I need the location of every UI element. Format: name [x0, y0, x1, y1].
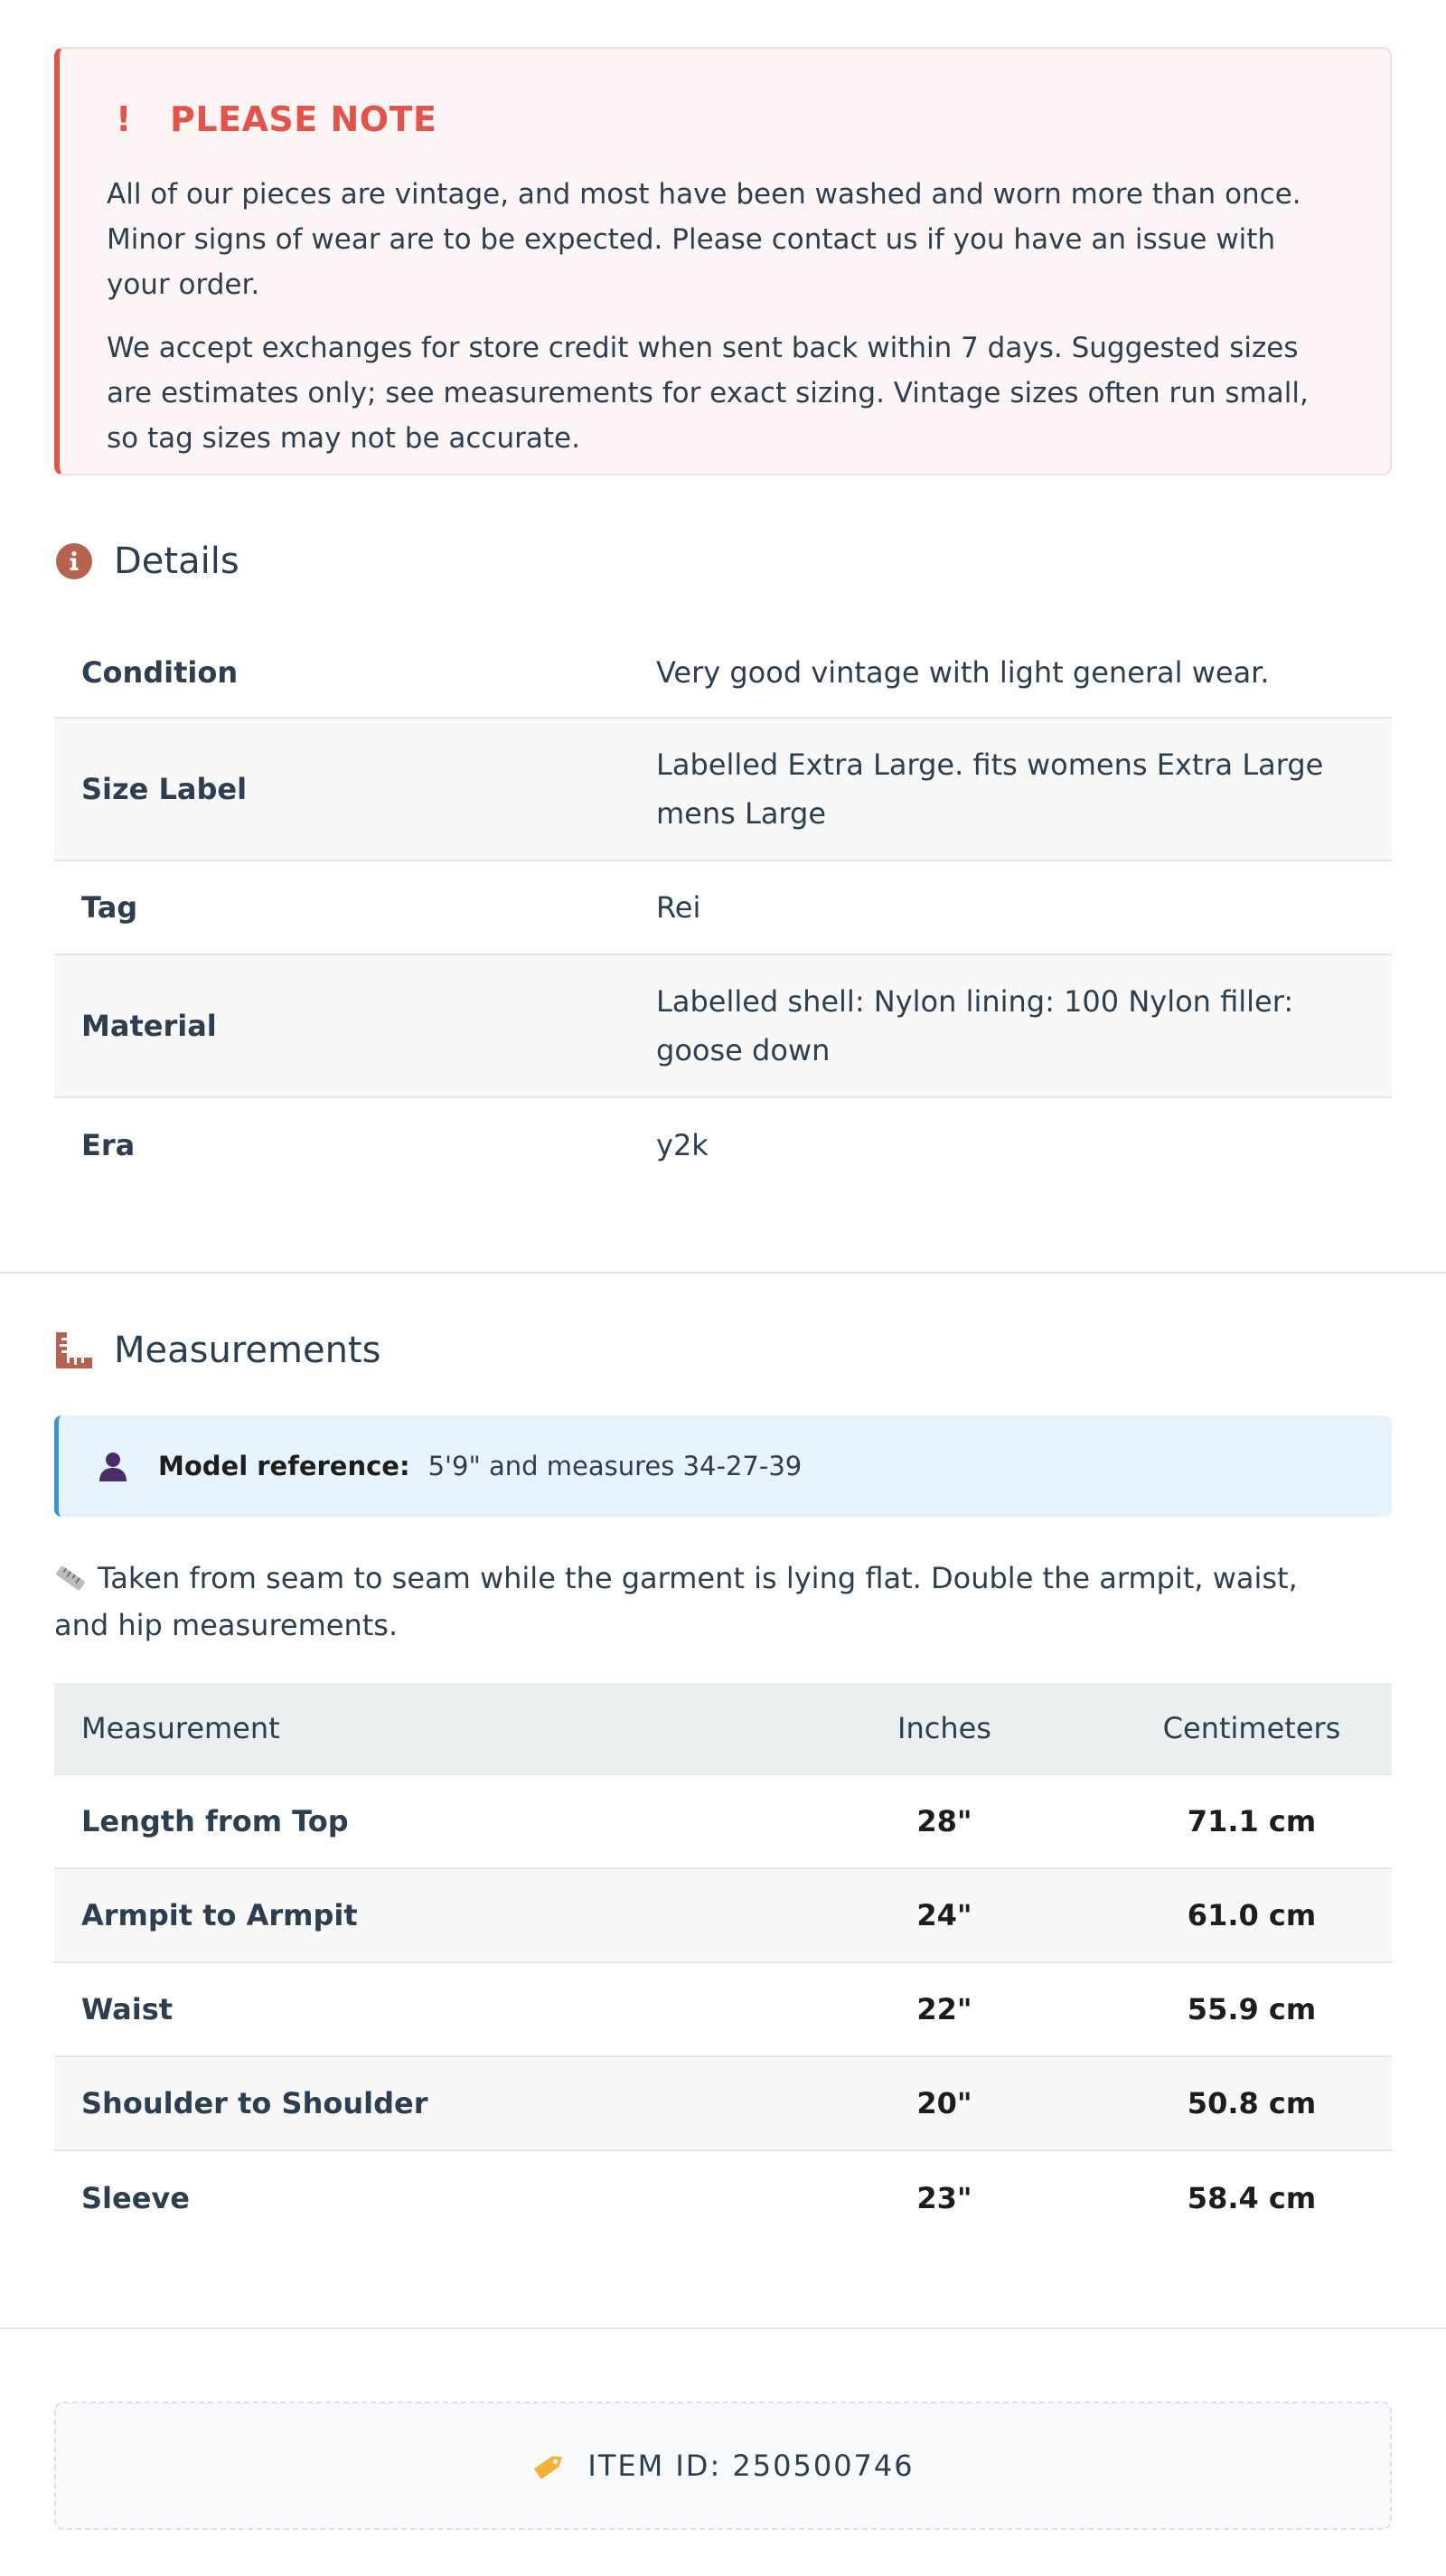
measurement-name: Shoulder to Shoulder	[81, 2086, 428, 2120]
details-label: Condition	[81, 655, 239, 690]
column-header-measurement: Measurement	[81, 1711, 280, 1745]
measurement-note	[54, 1555, 1356, 1649]
column-header-centimeters: Centimeters	[1162, 1711, 1341, 1745]
details-title: Details	[114, 541, 239, 582]
section-divider	[0, 1272, 1446, 1274]
measurement-name: Armpit to Armpit	[81, 1898, 358, 1932]
please-note-paragraph-2: We accept exchanges for store credit when sent back within 7 days. Suggested sizes are estimates only; see measurements for exact sizing. Vintage sizes often run small, so tag sizes may not be accurate.	[107, 332, 1309, 455]
measurement-name: Waist	[81, 1992, 174, 2026]
measurement-cm: 61.0 cm	[1187, 1898, 1317, 1932]
details-value: Labelled shell: Nylon lining: 100 Nylon filler: goose down	[656, 984, 1294, 1067]
details-label: Era	[81, 1128, 136, 1162]
table-row	[54, 2151, 1392, 2245]
column-header-inches: Inches	[897, 1711, 991, 1745]
section-divider	[0, 2327, 1446, 2329]
table-row	[54, 2057, 1392, 2151]
table-row	[54, 1869, 1392, 1963]
details-value: y2k	[656, 1128, 709, 1162]
measurement-cm: 55.9 cm	[1187, 1992, 1317, 2026]
table-row	[54, 1775, 1392, 1869]
details-row	[54, 955, 1392, 1098]
measurement-inches: 23"	[916, 2181, 972, 2215]
user-icon	[97, 1450, 129, 1482]
please-note-header	[107, 99, 1345, 139]
measurement-cm: 71.1 cm	[1187, 1804, 1317, 1838]
measurement-inches: 28"	[916, 1804, 972, 1838]
details-row	[54, 861, 1392, 955]
details-label: Size Label	[81, 772, 248, 806]
details-value: Rei	[656, 890, 701, 925]
table-row	[54, 1963, 1392, 2057]
tag-icon	[531, 2448, 568, 2484]
measurement-cm: 50.8 cm	[1187, 2086, 1317, 2120]
item-id-box	[54, 2402, 1392, 2530]
exclamation-icon: !	[116, 99, 132, 139]
model-reference-box	[54, 1415, 1392, 1517]
details-row	[54, 1098, 1392, 1192]
measurement-cm: 58.4 cm	[1187, 2181, 1317, 2215]
model-reference-label: Model reference:	[158, 1451, 410, 1481]
ruler-small-icon	[54, 1558, 87, 1585]
details-header	[54, 541, 239, 582]
details-row	[54, 628, 1392, 719]
item-id-label: ITEM ID: 250500746	[587, 2449, 915, 2483]
measurements-table	[54, 1683, 1392, 2245]
info-circle-icon	[54, 541, 94, 581]
please-note-paragraph-1: All of our pieces are vintage, and most have been washed and worn more than once. Minor signs of wear are to be expected. Please contact us if you have an issue with your order.	[107, 178, 1301, 301]
table-header-row	[54, 1683, 1392, 1775]
measurements-title: Measurements	[114, 1330, 381, 1371]
details-row	[54, 719, 1392, 861]
details-value: Labelled Extra Large. fits womens Extra Large mens Large	[656, 747, 1324, 831]
measurement-inches: 20"	[916, 2086, 972, 2120]
measurement-inches: 22"	[916, 1992, 972, 2026]
details-label: Tag	[81, 890, 138, 925]
measurement-note-text: Taken from seam to seam while the garment is lying flat. Double the armpit, waist, and hip measurements.	[54, 1561, 1298, 1642]
model-reference-value: 5'9" and measures 34-27-39	[427, 1451, 803, 1481]
please-note-title: PLEASE NOTE	[170, 99, 437, 139]
details-label: Material	[81, 1009, 217, 1043]
measurement-inches: 24"	[916, 1898, 972, 1932]
details-table	[54, 628, 1392, 1192]
measurements-header	[54, 1330, 380, 1371]
measurement-name: Length from Top	[81, 1804, 349, 1838]
please-note-box	[54, 47, 1392, 475]
measurement-name: Sleeve	[81, 2181, 190, 2215]
details-value: Very good vintage with light general wear.	[656, 655, 1270, 690]
ruler-icon	[54, 1330, 94, 1370]
